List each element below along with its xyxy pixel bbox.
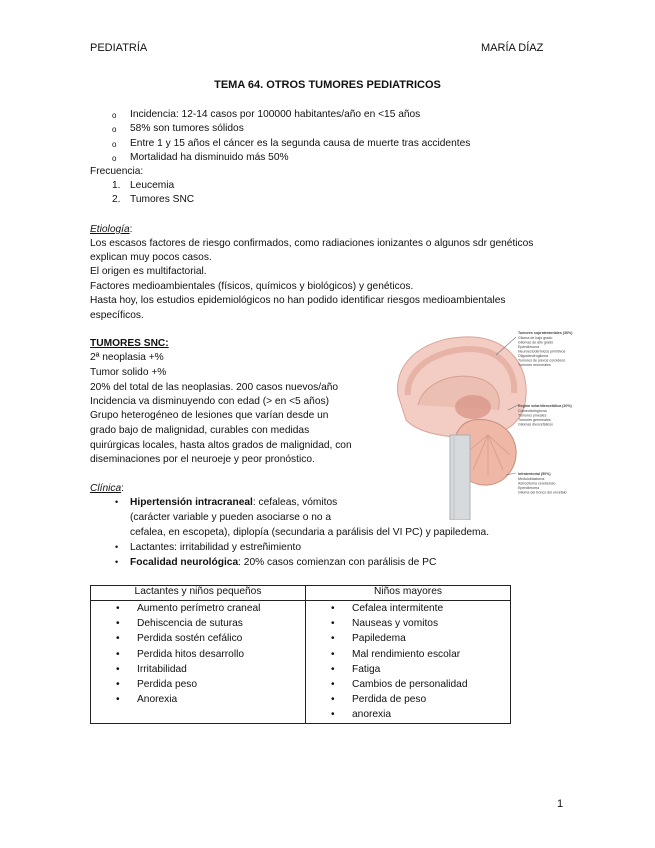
frecuencia-item: Leucemia — [130, 180, 175, 191]
header-left: PEDIATRÍA — [90, 42, 148, 54]
etiologia-line: Los escasos factores de riesgo confirmados, como radiaciones ionizantes o algunos sdr genéticos — [90, 238, 534, 249]
figure-infra-item: Meduloblastoma — [518, 477, 545, 481]
snc-line: Grupo heterogéneo de lesiones que varían desde un — [90, 410, 329, 421]
figure-supra-item: Tumores de plexos coroideos — [518, 358, 566, 363]
clinica-item-bold: Hipertensión intracraneal — [130, 497, 253, 508]
list-item: • Papiledema — [306, 631, 510, 646]
brain-illustration — [398, 337, 527, 520]
brain-tumor-figure — [378, 325, 578, 520]
etiologia-heading — [90, 224, 133, 235]
figure-sellar-item: Tumores pineales — [518, 413, 547, 418]
table-cell — [305, 601, 510, 724]
list-item: • Mal rendimiento escolar — [306, 647, 510, 662]
circle-bullet-icon: o — [112, 154, 117, 163]
clinica-item-text: : 20% casos comienzan con parálisis de PC — [238, 557, 437, 568]
figure-supra-item: Gliomas de alto grado — [518, 340, 554, 345]
bullet-icon: • — [115, 542, 119, 552]
snc-line: grado bajo de malignidad, curables con medidas — [90, 425, 310, 436]
table-header: Lactantes y niños pequeños — [91, 586, 306, 601]
frecuencia-label: Frecuencia: — [90, 166, 144, 177]
figure-supra-item: Glioma de bajo grado — [518, 336, 553, 340]
clinica-item-cont: cefalea, en escopeta), diplopía (secundaria a parálisis del VI PC) y papiledema. — [130, 527, 490, 538]
list-item: • Nauseas y vomitos — [306, 616, 510, 631]
intro-item: 58% son tumores sólidos — [130, 123, 244, 134]
list-item: • Dehiscencia de suturas — [91, 616, 305, 631]
etiologia-line: específicos. — [90, 310, 144, 321]
clinica-item — [130, 557, 436, 568]
circle-bullet-icon: o — [112, 125, 117, 134]
etiologia-line: explican muy pocos casos. — [90, 252, 212, 263]
intro-item: Entre 1 y 15 años el cáncer es la segunda causa de muerte tras accidentes — [130, 138, 471, 149]
snc-heading: TUMORES SNC: — [90, 338, 169, 349]
table-cell — [91, 601, 306, 724]
clinica-item-text: : cefaleas, vómitos — [252, 497, 338, 508]
figure-sellar-item: Gliomas diencefálicos — [518, 422, 553, 427]
list-item: • Perdida de peso — [306, 692, 510, 707]
list-item: • Irritabilidad — [91, 662, 305, 677]
figure-supra-title: Tumores supratentoriales (30%) — [518, 331, 573, 335]
bullet-icon: • — [115, 557, 119, 567]
frecuencia-item: Tumores SNC — [130, 194, 195, 205]
list-number: 2. — [112, 194, 121, 205]
figure-supra-item: Tumores neuronales — [518, 363, 551, 367]
bullet-icon: • — [115, 497, 119, 507]
symptoms-table — [90, 585, 511, 724]
clinica-item-cont: (carácter variable y pueden asociarse o no a — [130, 512, 332, 523]
etiologia-heading-text: Etiología — [90, 224, 130, 235]
snc-line: Tumor solido +% — [90, 367, 167, 378]
page-number: 1 — [557, 798, 564, 810]
figure-supra-item: Neuroectodérmicos primitivos — [518, 349, 566, 354]
clinica-colon: : — [121, 483, 124, 494]
circle-bullet-icon: o — [112, 140, 117, 149]
circle-bullet-icon: o — [112, 111, 117, 120]
list-item: • Perdida hitos desarrollo — [91, 647, 305, 662]
etiologia-colon: : — [129, 224, 133, 235]
clinica-item-bold: Focalidad neurológica — [130, 557, 239, 568]
figure-infra-item: Glioma del tronco del encéfalo — [518, 490, 567, 495]
figure-sellar-title: Región selar/diencefálica (20%) — [518, 404, 572, 408]
list-item: • Anorexia — [91, 692, 305, 707]
snc-line: quirúrgicas locales, hasta altos grados de malignidad, con — [90, 440, 352, 451]
intro-item: Incidencia: 12-14 casos por 100000 habitantes/año en <15 años — [130, 109, 421, 120]
clinica-heading-text: Clínica — [90, 483, 122, 494]
figure-infra-item: Ependimoma — [518, 486, 540, 490]
figure-supra-item: Oligodendroglioma — [518, 354, 549, 358]
list-item: • Aumento perímetro craneal — [91, 601, 305, 616]
snc-line: 20% del total de las neoplasias. 200 casos nuevos/año — [90, 382, 339, 393]
header-right: MARÍA DÍAZ — [481, 42, 544, 54]
figure-infra-item: Astrocitoma cerebeloso — [518, 481, 556, 486]
page-title: TEMA 64. OTROS TUMORES PEDIATRICOS — [214, 79, 441, 91]
intro-item: Mortalidad ha disminuido más 50% — [130, 152, 289, 163]
list-number: 1. — [112, 180, 121, 191]
list-item: • Perdida peso — [91, 677, 305, 692]
etiologia-line: Hasta hoy, los estudios epidemiológicos no han podido identificar riesgos medioambientales — [90, 295, 506, 306]
snc-line: 2ª neoplasia +% — [90, 352, 164, 363]
etiologia-line: El origen es multifactorial. — [90, 266, 207, 277]
figure-infra-title: Infratentorial (50%) — [518, 472, 551, 476]
clinica-heading — [90, 483, 124, 494]
snc-line: diseminaciones por el neuroeje y peor pronóstico. — [90, 454, 315, 465]
snc-line: Incidencia va disminuyendo con edad (> en <5 años) — [90, 396, 329, 407]
table-row — [91, 601, 511, 724]
clinica-item: Lactantes: irritabilidad y estreñimiento — [130, 542, 302, 553]
figure-sellar-item: Craneofaringioma — [518, 409, 547, 413]
figure-sellar-item: Tumores germinales — [518, 418, 551, 422]
table-header: Niños mayores — [305, 586, 510, 601]
etiologia-line: Factores medioambientales (físicos, químicos y biológicos) y genéticos. — [90, 281, 414, 292]
figure-supra-item: Ependimoma — [518, 345, 540, 349]
list-item: • anorexia — [306, 707, 510, 722]
list-item: • Cefalea intermitente — [306, 601, 510, 616]
list-item: • Cambios de personalidad — [306, 677, 510, 692]
list-item: • Fatiga — [306, 662, 510, 677]
list-item: • Perdida sostén cefálico — [91, 631, 305, 646]
clinica-item — [130, 497, 337, 508]
table-header-row — [91, 586, 511, 601]
